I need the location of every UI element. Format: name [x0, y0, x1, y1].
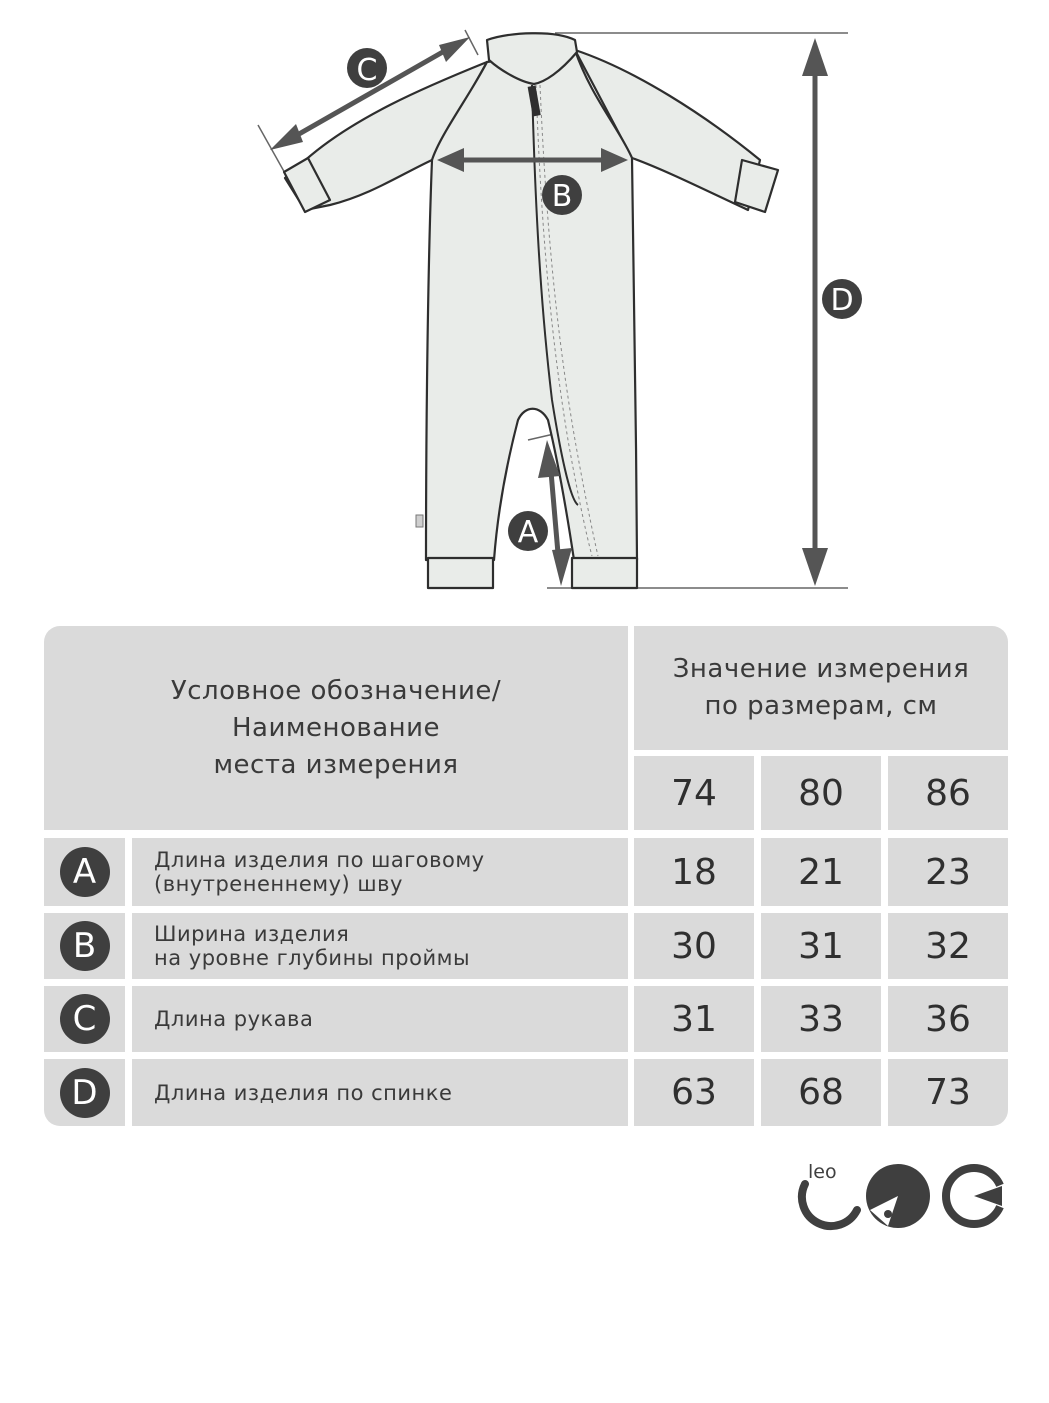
size-header-80: 80 [761, 756, 881, 830]
label-a-text: A [517, 515, 539, 550]
header-values [634, 626, 1008, 750]
row-d-badge: D [60, 1068, 110, 1118]
jumpsuit-drawing [284, 33, 778, 588]
header-designation-line-3: места измерения [213, 749, 459, 780]
row-b-badge-cell [44, 913, 125, 979]
row-b-value-80: 31 [761, 913, 881, 979]
row-b-label-line-1: Ширина изделия [154, 922, 350, 946]
row-a-value-86: 23 [888, 838, 1008, 906]
row-a-badge: A [60, 847, 110, 897]
row-c-badge-cell [44, 986, 125, 1052]
row-c-badge: C [60, 994, 110, 1044]
row-a-badge-cell [44, 838, 125, 906]
label-c-text: C [356, 53, 378, 88]
row-b-badge: B [60, 921, 110, 971]
header-values-line-2: по размерам, см [704, 691, 938, 721]
row-c-label [132, 986, 628, 1052]
row-d-value-86: 73 [888, 1059, 1008, 1126]
label-d [822, 279, 862, 319]
row-b-label-line-2: на уровне глубины проймы [154, 946, 471, 970]
row-b-value-86: 32 [888, 913, 1008, 979]
logo-pac-icon [946, 1168, 1008, 1224]
row-c-label-line-1: Длина рукава [154, 1007, 314, 1031]
row-a-label-line-2: (внутрененнему) шву [154, 872, 403, 896]
row-c-value-74: 31 [634, 986, 754, 1052]
row-a-label-line-1: Длина изделия по шаговому [154, 848, 485, 872]
label-d-text: D [830, 283, 854, 318]
logo-text: leo [808, 1161, 837, 1183]
left-leg-cuff [428, 558, 493, 588]
label-c [347, 48, 387, 88]
row-d-value-80: 68 [761, 1059, 881, 1126]
row-d-label-line-1: Длина изделия по спинке [154, 1080, 453, 1105]
row-a-value-80: 21 [761, 838, 881, 906]
label-b [542, 175, 582, 215]
brand-logo [796, 1158, 1008, 1234]
header-values-line-1: Значение измерения [672, 654, 970, 684]
row-a-label [132, 838, 628, 906]
row-a-value-74: 18 [634, 838, 754, 906]
header-designation-line-1: Условное обозначение/ [170, 675, 502, 706]
row-d-value-74: 63 [634, 1059, 754, 1126]
label-b-text: B [551, 179, 573, 214]
body [426, 50, 637, 560]
size-header-86: 86 [888, 756, 1008, 830]
row-c-value-86: 36 [888, 986, 1008, 1052]
header-designation [44, 626, 628, 830]
row-c-value-80: 33 [761, 986, 881, 1052]
right-cuff [735, 160, 778, 212]
label-a [508, 511, 548, 551]
garment-diagram [0, 0, 1049, 610]
row-b-label [132, 913, 628, 979]
logo-circle-icon [866, 1164, 930, 1228]
garment-tag [416, 515, 423, 527]
size-header-74: 74 [634, 756, 754, 830]
row-b-value-74: 30 [634, 913, 754, 979]
right-leg-cuff [572, 558, 637, 588]
row-d-label [132, 1059, 628, 1126]
row-d-badge-cell [44, 1059, 125, 1126]
header-designation-line-2: Наименование [231, 712, 441, 743]
logo-arc-icon [802, 1184, 857, 1226]
